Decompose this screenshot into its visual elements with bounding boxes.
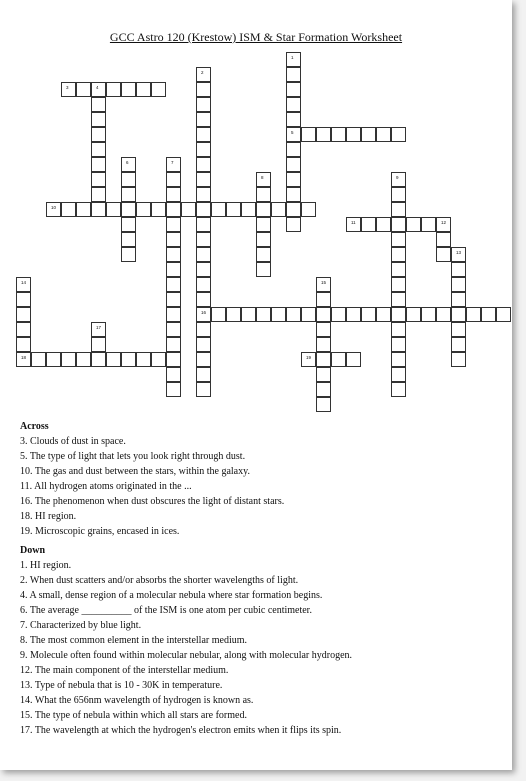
clue-number: 16.	[20, 496, 33, 507]
clue-across-11	[20, 479, 352, 494]
crossword-cell[interactable]	[256, 262, 271, 277]
crossword-cell[interactable]	[286, 97, 301, 112]
crossword-cell[interactable]	[196, 97, 211, 112]
crossword-cell[interactable]	[106, 82, 121, 97]
crossword-cell[interactable]	[151, 352, 166, 367]
clue-text: HI region.	[35, 511, 77, 522]
crossword-cell[interactable]	[391, 247, 406, 262]
crossword-cell[interactable]	[451, 352, 466, 367]
crossword-cell[interactable]	[91, 322, 106, 337]
clue-text: The most common element in the interstellar medium.	[29, 635, 247, 646]
crossword-cell[interactable]	[121, 217, 136, 232]
clue-number: 10.	[20, 466, 33, 477]
crossword-cell[interactable]	[166, 202, 181, 217]
crossword-cell[interactable]	[376, 307, 391, 322]
crossword-cell[interactable]	[121, 187, 136, 202]
crossword-cell[interactable]	[286, 172, 301, 187]
crossword-cell[interactable]	[196, 157, 211, 172]
crossword-cell[interactable]	[166, 277, 181, 292]
crossword-cell[interactable]	[361, 307, 376, 322]
crossword-cell[interactable]	[166, 307, 181, 322]
crossword-cell-number: 9	[396, 175, 399, 180]
crossword-cell[interactable]	[16, 292, 31, 307]
crossword-cell[interactable]	[226, 202, 241, 217]
clue-number: 15.	[20, 710, 33, 721]
crossword-cell[interactable]	[196, 232, 211, 247]
crossword-cell[interactable]	[256, 172, 271, 187]
crossword-cell[interactable]	[256, 217, 271, 232]
crossword-cell[interactable]	[196, 277, 211, 292]
across-heading: Across	[20, 421, 49, 432]
crossword-cell[interactable]	[151, 82, 166, 97]
clue-number: 12.	[20, 665, 33, 676]
crossword-cell[interactable]	[136, 202, 151, 217]
crossword-cell[interactable]	[391, 292, 406, 307]
crossword-cell[interactable]	[451, 337, 466, 352]
crossword-cell[interactable]	[196, 367, 211, 382]
crossword-cell[interactable]	[256, 202, 271, 217]
clue-text: What the 656nm wavelength of hydrogen is known as.	[34, 695, 254, 706]
crossword-cell[interactable]	[391, 127, 406, 142]
crossword-cell[interactable]	[91, 202, 106, 217]
crossword-cell-number: 10	[51, 205, 57, 210]
crossword-cell[interactable]	[166, 157, 181, 172]
crossword-cell[interactable]	[286, 52, 301, 67]
crossword-cell[interactable]	[481, 307, 496, 322]
crossword-cell[interactable]	[166, 292, 181, 307]
crossword-cell[interactable]	[496, 307, 511, 322]
crossword-cell[interactable]	[16, 337, 31, 352]
crossword-cell[interactable]	[196, 82, 211, 97]
crossword-cell[interactable]	[451, 277, 466, 292]
crossword-cell[interactable]	[316, 382, 331, 397]
clue-number: 6.	[20, 605, 28, 616]
crossword-cell[interactable]	[301, 352, 316, 367]
crossword-cell[interactable]	[91, 352, 106, 367]
crossword-cell[interactable]	[316, 337, 331, 352]
clue-number: 18.	[20, 511, 33, 522]
crossword-cell-number: 12	[441, 220, 447, 225]
crossword-cell[interactable]	[316, 292, 331, 307]
crossword-cell[interactable]	[436, 247, 451, 262]
clue-number: 3.	[20, 436, 28, 447]
crossword-cell-number: 13	[456, 250, 462, 255]
down-clues	[20, 558, 352, 738]
crossword-cell[interactable]	[346, 217, 361, 232]
clue-number: 1.	[20, 560, 28, 571]
clue-number: 5.	[20, 451, 28, 462]
crossword-cell[interactable]	[196, 202, 211, 217]
worksheet-title: GCC Astro 120 (Krestow) ISM & Star Formation Worksheet	[109, 30, 403, 44]
crossword-cell[interactable]	[436, 307, 451, 322]
crossword-cell[interactable]	[91, 82, 106, 97]
crossword-cell[interactable]	[166, 187, 181, 202]
crossword-cell[interactable]	[286, 157, 301, 172]
crossword-cell[interactable]	[196, 352, 211, 367]
crossword-cell[interactable]	[301, 127, 316, 142]
crossword-cell-number: 3	[66, 85, 69, 90]
crossword-cell[interactable]	[286, 142, 301, 157]
clue-text: When dust scatters and/or absorbs the shorter wavelengths of light.	[29, 575, 299, 586]
crossword-cell-number: 15	[321, 280, 327, 285]
crossword-cell[interactable]	[391, 232, 406, 247]
crossword-cell[interactable]	[196, 67, 211, 82]
clue-down-12	[20, 663, 352, 678]
crossword-cell[interactable]	[166, 322, 181, 337]
clue-text: The type of light that lets you look right through dust.	[29, 451, 246, 462]
crossword-cell[interactable]	[286, 187, 301, 202]
crossword-cell[interactable]	[451, 292, 466, 307]
crossword-cell[interactable]	[16, 277, 31, 292]
crossword-cell[interactable]	[91, 157, 106, 172]
crossword-cell[interactable]	[286, 67, 301, 82]
crossword-cell[interactable]	[196, 247, 211, 262]
crossword-cell[interactable]	[391, 307, 406, 322]
crossword-cell[interactable]	[196, 322, 211, 337]
crossword-cell[interactable]	[196, 337, 211, 352]
crossword-cell-number: 18	[21, 355, 27, 360]
crossword-cell[interactable]	[91, 187, 106, 202]
clue-text: The gas and dust between the stars, within the galaxy.	[34, 466, 250, 477]
crossword-cell[interactable]	[316, 127, 331, 142]
crossword-cell[interactable]	[166, 262, 181, 277]
crossword-cell[interactable]	[316, 277, 331, 292]
crossword-cell[interactable]	[196, 262, 211, 277]
crossword-cell[interactable]	[466, 307, 481, 322]
clue-text: HI region.	[30, 560, 72, 571]
crossword-cell[interactable]	[391, 367, 406, 382]
crossword-cell[interactable]	[286, 127, 301, 142]
crossword-cell[interactable]	[331, 352, 346, 367]
crossword-cell[interactable]	[391, 202, 406, 217]
crossword-cell[interactable]	[286, 202, 301, 217]
crossword-cell[interactable]	[301, 307, 316, 322]
crossword-cell[interactable]	[166, 367, 181, 382]
crossword-cell[interactable]	[121, 202, 136, 217]
clue-list	[20, 419, 352, 738]
crossword-cell[interactable]	[196, 217, 211, 232]
crossword-cell[interactable]	[316, 307, 331, 322]
crossword-cell[interactable]	[361, 217, 376, 232]
crossword-cell[interactable]	[256, 307, 271, 322]
crossword-cell[interactable]	[76, 202, 91, 217]
crossword-cell[interactable]	[166, 172, 181, 187]
crossword-cell[interactable]	[451, 247, 466, 262]
crossword-cell[interactable]	[61, 202, 76, 217]
crossword-cell[interactable]	[391, 322, 406, 337]
clue-number: 19.	[20, 526, 33, 537]
clue-down-6	[20, 603, 352, 618]
crossword-cell-number: 5	[291, 130, 294, 135]
clue-text: Clouds of dust in space.	[30, 436, 126, 447]
crossword-cell[interactable]	[16, 322, 31, 337]
crossword-cell[interactable]	[196, 112, 211, 127]
crossword-cell[interactable]	[166, 337, 181, 352]
clue-down-2	[20, 573, 352, 588]
crossword-cell[interactable]	[196, 292, 211, 307]
crossword-cell[interactable]	[91, 97, 106, 112]
crossword-cell[interactable]	[181, 202, 196, 217]
crossword-cell[interactable]	[46, 202, 61, 217]
crossword-cell[interactable]	[451, 322, 466, 337]
clue-down-8	[20, 633, 352, 648]
crossword-cell[interactable]	[316, 352, 331, 367]
clue-down-4	[20, 588, 352, 603]
crossword-cell[interactable]	[391, 262, 406, 277]
crossword-cell[interactable]	[286, 307, 301, 322]
clue-number: 13.	[20, 680, 33, 691]
clue-text: Type of nebula that is 10 - 30K in temperature.	[34, 680, 223, 691]
clue-down-17	[20, 723, 352, 738]
crossword-cell[interactable]	[316, 397, 331, 412]
crossword-cell[interactable]	[121, 352, 136, 367]
crossword-cell[interactable]	[346, 352, 361, 367]
crossword-cell[interactable]	[421, 217, 436, 232]
clue-number: 14.	[20, 695, 33, 706]
clue-down-7	[20, 618, 352, 633]
clue-across-3	[20, 434, 352, 449]
clue-across-16	[20, 494, 352, 509]
crossword-cell[interactable]	[61, 352, 76, 367]
clue-across-18	[20, 509, 352, 524]
crossword-cell[interactable]	[271, 202, 286, 217]
crossword-cell[interactable]	[256, 187, 271, 202]
crossword-cell[interactable]	[151, 202, 166, 217]
crossword-cell[interactable]	[451, 262, 466, 277]
crossword-cell[interactable]	[406, 217, 421, 232]
crossword-cell[interactable]	[166, 247, 181, 262]
clue-text: Characterized by blue light.	[30, 620, 142, 631]
crossword-cell-number: 11	[351, 220, 356, 225]
crossword-cell[interactable]	[31, 352, 46, 367]
crossword-cell[interactable]	[346, 127, 361, 142]
crossword-cell[interactable]	[106, 202, 121, 217]
crossword-cell[interactable]	[391, 352, 406, 367]
clue-down-13	[20, 678, 352, 693]
crossword-cell[interactable]	[121, 157, 136, 172]
crossword-cell[interactable]	[196, 127, 211, 142]
crossword-cell[interactable]	[241, 307, 256, 322]
crossword-cell[interactable]	[121, 232, 136, 247]
crossword-cell-number: 2	[201, 70, 204, 75]
crossword-cell[interactable]	[91, 127, 106, 142]
clue-down-1	[20, 558, 352, 573]
crossword-cell-number: 7	[171, 160, 174, 165]
clue-text: A small, dense region of a molecular nebula where star formation begins.	[29, 590, 323, 601]
crossword-cell[interactable]	[256, 247, 271, 262]
crossword-cell[interactable]	[391, 187, 406, 202]
clue-down-9	[20, 648, 352, 663]
crossword-cell-number: 16	[201, 310, 207, 315]
crossword-cell-number: 19	[306, 355, 312, 360]
crossword-cell[interactable]	[166, 382, 181, 397]
crossword-cell[interactable]	[391, 337, 406, 352]
crossword-cell-number: 6	[126, 160, 129, 165]
crossword-cell[interactable]	[256, 232, 271, 247]
crossword-cell-number: 4	[96, 85, 99, 90]
clue-text: The type of nebula within which all stars are formed.	[34, 710, 247, 721]
crossword-cell[interactable]	[91, 337, 106, 352]
crossword-cell[interactable]	[436, 232, 451, 247]
clue-text: Microscopic grains, encased in ices.	[35, 526, 180, 537]
crossword-cell[interactable]	[121, 82, 136, 97]
crossword-cell[interactable]	[241, 202, 256, 217]
crossword-cell[interactable]	[121, 172, 136, 187]
crossword-cell[interactable]	[331, 127, 346, 142]
crossword-cell[interactable]	[166, 352, 181, 367]
crossword-cell[interactable]	[61, 82, 76, 97]
crossword-cell[interactable]	[316, 322, 331, 337]
crossword-cell[interactable]	[391, 217, 406, 232]
clue-text: The wavelength at which the hydrogen's electron emits when it flips its spin.	[34, 725, 342, 736]
clue-text: Molecule often found within molecular nebular, along with molecular hydrogen.	[30, 650, 353, 661]
crossword-cell[interactable]	[301, 202, 316, 217]
crossword-cell-number: 17	[96, 325, 102, 330]
crossword-cell[interactable]	[106, 352, 121, 367]
crossword-cell[interactable]	[361, 127, 376, 142]
clue-number: 9.	[20, 650, 28, 661]
crossword-cell[interactable]	[16, 307, 31, 322]
crossword-cell[interactable]	[46, 352, 61, 367]
crossword-cell[interactable]	[136, 352, 151, 367]
clue-across-10	[20, 464, 352, 479]
crossword-cell[interactable]	[421, 307, 436, 322]
crossword-cell[interactable]	[391, 277, 406, 292]
crossword-cell[interactable]	[211, 202, 226, 217]
crossword-cell[interactable]	[166, 232, 181, 247]
crossword-cell[interactable]	[376, 127, 391, 142]
clue-text: The average __________ of the ISM is one atom per cubic centimeter.	[29, 605, 312, 616]
crossword-cell[interactable]	[226, 307, 241, 322]
clue-across-19	[20, 524, 352, 539]
crossword-cell[interactable]	[286, 217, 301, 232]
crossword-cell[interactable]	[91, 142, 106, 157]
crossword-cell[interactable]	[391, 382, 406, 397]
clue-down-15	[20, 708, 352, 723]
across-clues	[20, 434, 352, 539]
crossword-cell[interactable]	[121, 247, 136, 262]
crossword-cell[interactable]	[316, 367, 331, 382]
clue-number: 17.	[20, 725, 33, 736]
crossword-cell-number: 1	[291, 55, 294, 60]
crossword-cell[interactable]	[196, 142, 211, 157]
clue-text: The main component of the interstellar medium.	[34, 665, 229, 676]
clue-number: 11.	[20, 481, 33, 492]
crossword-cell-number: 8	[261, 175, 264, 180]
clue-number: 4.	[20, 590, 28, 601]
crossword-cell[interactable]	[286, 112, 301, 127]
crossword-cell[interactable]	[196, 307, 211, 322]
crossword-cell[interactable]	[166, 217, 181, 232]
crossword-cell[interactable]	[76, 82, 91, 97]
crossword-cell[interactable]	[196, 172, 211, 187]
crossword-cell[interactable]	[346, 307, 361, 322]
clue-text: The phenomenon when dust obscures the light of distant stars.	[34, 496, 285, 507]
down-heading: Down	[20, 545, 46, 556]
crossword-cell[interactable]	[376, 217, 391, 232]
crossword-cell[interactable]	[196, 382, 211, 397]
clue-number: 8.	[20, 635, 28, 646]
clue-number: 2.	[20, 575, 28, 586]
crossword-cell[interactable]	[91, 112, 106, 127]
crossword-cell[interactable]	[451, 307, 466, 322]
clue-text: All hydrogen atoms originated in the ...	[34, 481, 192, 492]
crossword-cell[interactable]	[16, 352, 31, 367]
crossword-cell[interactable]	[91, 172, 106, 187]
crossword-cell[interactable]	[136, 82, 151, 97]
crossword-cell[interactable]	[391, 172, 406, 187]
clue-number: 7.	[20, 620, 28, 631]
crossword-cell[interactable]	[436, 217, 451, 232]
clue-across-5	[20, 449, 352, 464]
crossword-cell[interactable]	[196, 187, 211, 202]
crossword-cell[interactable]	[286, 82, 301, 97]
clue-down-14	[20, 693, 352, 708]
crossword-cell[interactable]	[211, 307, 226, 322]
crossword-cell[interactable]	[76, 352, 91, 367]
crossword-cell[interactable]	[271, 307, 286, 322]
crossword-cell[interactable]	[331, 307, 346, 322]
crossword-cell[interactable]	[406, 307, 421, 322]
crossword-cell-number: 14	[21, 280, 27, 285]
